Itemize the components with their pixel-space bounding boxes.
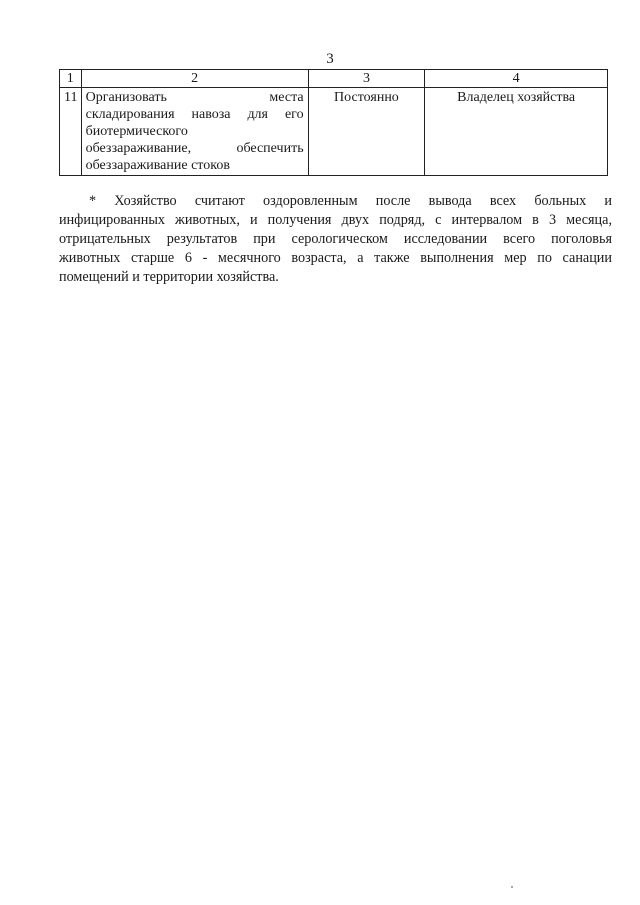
row-number-cell: 11 — [60, 88, 82, 176]
column-header-4: 4 — [425, 70, 608, 88]
footnote-line: инфицированных животных, и получения двух подряд, с интервалом в 3 месяца, — [59, 212, 612, 228]
footnote-line: отрицательных результатов при серологическом исследовании всего поголовья — [59, 231, 612, 247]
footnote-line: животных старше 6 - месячного возраста, а также выполнения мер по санации — [59, 250, 612, 266]
footnote-line: * Хозяйство считают оздоровленным после вывода всех больных и — [89, 193, 612, 209]
action-line: складирования навоза для его — [85, 107, 304, 122]
action-line: обеззараживание, обеспечить — [85, 141, 304, 156]
action-line: биотермического — [85, 124, 188, 139]
footnote-line: помещений и территории хозяйства. — [59, 269, 279, 285]
action-line: обеззараживание стоков — [85, 158, 230, 173]
term-cell: Постоянно — [308, 88, 425, 176]
footnote — [59, 192, 612, 287]
table-header-row — [60, 70, 608, 88]
column-header-3: 3 — [308, 70, 425, 88]
column-header-2: 2 — [81, 70, 308, 88]
column-header-1: 1 — [60, 70, 82, 88]
responsible-cell: Владелец хозяйства — [425, 88, 608, 176]
table-row — [60, 88, 608, 176]
table-header — [60, 70, 608, 88]
scan-speck — [511, 886, 513, 888]
action-cell — [81, 88, 308, 176]
action-line: Организовать места — [85, 90, 304, 105]
table-body — [60, 88, 608, 176]
page-number: 3 — [326, 51, 334, 67]
measures-table — [59, 69, 608, 176]
